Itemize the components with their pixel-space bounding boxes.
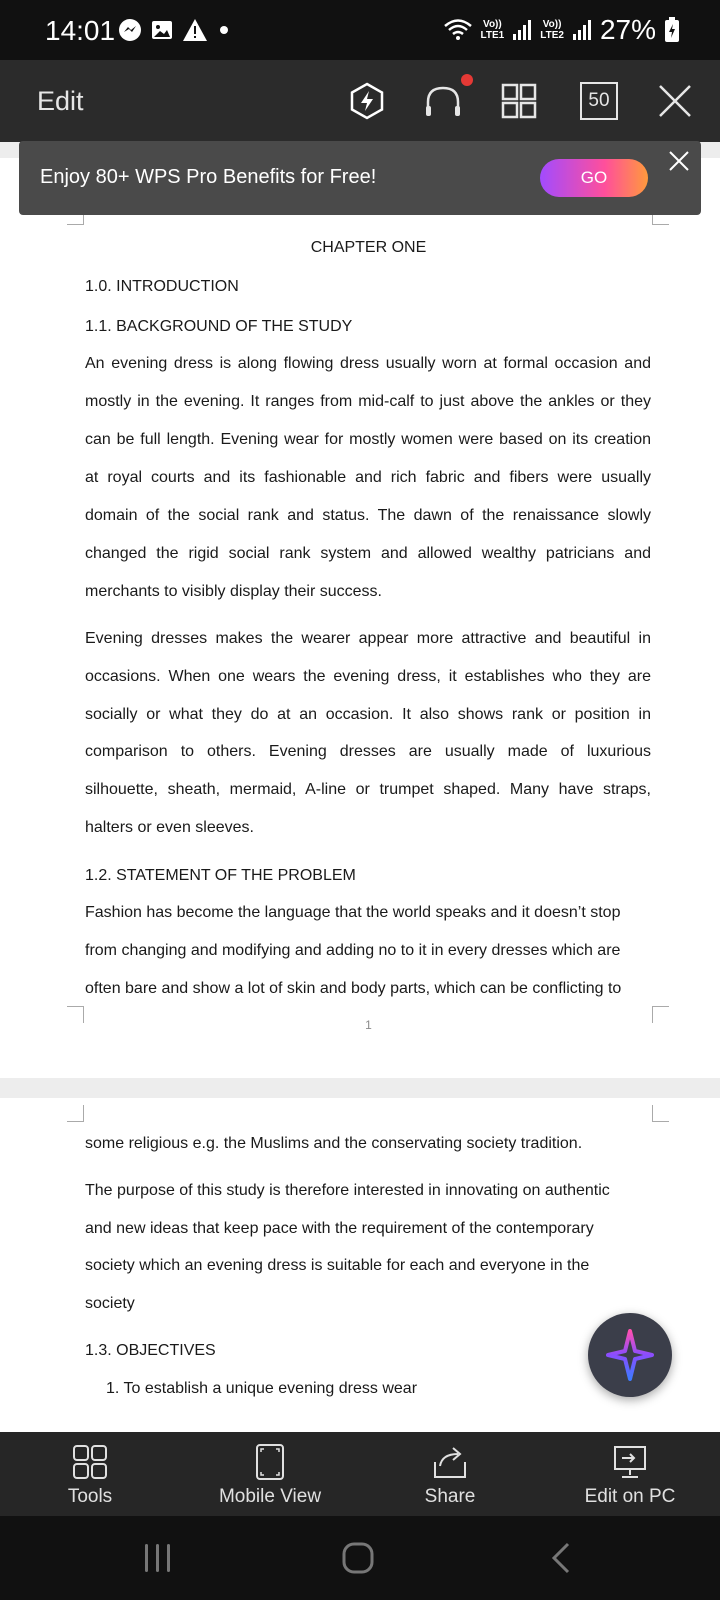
ai-sparkle-icon (606, 1329, 654, 1381)
paragraph-line: domain of the social rank and status. The dawn of the renaissance slowly (85, 507, 651, 524)
section-heading-introduction: 1.0. INTRODUCTION (85, 278, 239, 295)
share-label: Share (424, 1486, 476, 1507)
chapter-title: CHAPTER ONE (310, 239, 427, 256)
section-heading-background: 1.1. BACKGROUND OF THE STUDY (85, 318, 353, 335)
edit-on-pc-label: Edit on PC (584, 1486, 676, 1507)
page-count-button[interactable]: 50 (580, 82, 618, 120)
mobile-view-label: Mobile View (218, 1486, 322, 1507)
home-icon[interactable] (340, 1540, 376, 1576)
paragraph-line: society which an evening dress is suitable for each and everyone in the (85, 1257, 590, 1274)
page-corner-mark (67, 1105, 84, 1122)
status-notification-icons (118, 18, 232, 42)
sim1-label: Vo)) LTE1 (480, 19, 505, 41)
paragraph-line: from changing and modifying and adding no to it in every dresses which are (85, 942, 621, 959)
paragraph-line: and new ideas that keep pace with the requirement of the contemporary (85, 1220, 594, 1237)
back-icon[interactable] (544, 1540, 580, 1576)
notification-dot (460, 73, 474, 87)
paragraph-line: silhouette, sheath, mermaid, A-line or trumpet shaped. Many have straps, (85, 781, 651, 798)
paragraph-line: Fashion has become the language that the world speaks and it doesn’t stop (85, 904, 621, 921)
paragraph-line: at royal courts and its fashionable and rich fabric and fibers were usually (85, 469, 651, 486)
grid-view-icon[interactable] (498, 80, 540, 122)
paragraph-line: occasions. When one wears the evening dress, it establishes who they are (85, 668, 651, 685)
status-bar (0, 0, 720, 60)
battery-icon (664, 17, 680, 43)
tools-icon (72, 1444, 108, 1480)
edit-button[interactable]: Edit (37, 86, 84, 116)
close-icon[interactable] (667, 149, 691, 173)
signal-icon (572, 18, 592, 42)
headphones-icon[interactable] (422, 80, 464, 122)
page-number: 1 (365, 1018, 372, 1032)
edit-on-pc-button[interactable] (540, 1432, 720, 1516)
edit-on-pc-icon (612, 1444, 648, 1480)
recent-apps-icon[interactable] (140, 1540, 176, 1576)
top-toolbar (0, 60, 720, 142)
share-icon (432, 1444, 468, 1480)
wps-pro-icon[interactable] (346, 80, 388, 122)
paragraph-line: Evening dresses makes the wearer appear more attractive and beautiful in (85, 630, 651, 647)
section-heading-objectives: 1.3. OBJECTIVES (85, 1342, 216, 1359)
close-icon[interactable] (654, 80, 696, 122)
signal-icon (512, 18, 532, 42)
paragraph-line: comparison to others. Evening dresses are usually made of luxurious (85, 743, 651, 760)
paragraph-line: mostly in the evening. It ranges from mid-calf to just above the ankles or they (85, 393, 651, 410)
paragraph-line: often bare and show a lot of skin and body parts, which can be conflicting to (85, 980, 622, 997)
battery-percent: 27% (599, 14, 656, 45)
section-heading-problem: 1.2. STATEMENT OF THE PROBLEM (85, 867, 356, 884)
tools-label: Tools (67, 1486, 113, 1507)
objective-list-item: 1. To establish a unique evening dress wear (106, 1380, 418, 1397)
paragraph-line: merchants to visibly display their success. (85, 583, 382, 600)
wifi-icon (443, 17, 473, 43)
ai-assistant-button[interactable] (588, 1313, 672, 1397)
mobile-view-button[interactable] (180, 1432, 360, 1516)
paragraph-line: socially or what they do at an occasion. It also shows rank or position in (85, 706, 651, 723)
share-button[interactable] (360, 1432, 540, 1516)
paragraph-line: halters or even sleeves. (85, 819, 254, 836)
status-time: 14:01 (45, 15, 116, 46)
paragraph-line: society (85, 1295, 135, 1312)
paragraph-line: some religious e.g. the Muslims and the conservating society tradition. (85, 1135, 583, 1152)
paragraph-line: The purpose of this study is therefore interested in innovating on authentic (85, 1182, 610, 1199)
bottom-toolbar (0, 1432, 720, 1516)
go-button[interactable]: GO (540, 159, 648, 197)
page-corner-mark (652, 1105, 669, 1122)
messenger-icon (118, 18, 142, 42)
status-system-icons (443, 14, 680, 46)
gallery-icon (150, 18, 174, 42)
sim2-label: Vo)) LTE2 (540, 19, 564, 41)
warning-icon (182, 18, 208, 42)
promo-banner (19, 141, 701, 215)
paragraph-line: An evening dress is along flowing dress usually worn at formal occasion and (85, 355, 651, 372)
document-page-1 (0, 158, 720, 1078)
document-viewer[interactable] (0, 142, 720, 1432)
paragraph-line: can be full length. Evening wear for mostly women were based on its creation (85, 431, 651, 448)
mobile-view-icon (252, 1444, 288, 1480)
paragraph-line: changed the rigid social rank system and allowed wealthy patricians and (85, 545, 651, 562)
promo-text: Enjoy 80+ WPS Pro Benefits for Free! (40, 166, 377, 188)
dot-icon (216, 18, 232, 42)
system-nav-bar (0, 1516, 720, 1600)
tools-button[interactable] (0, 1432, 180, 1516)
